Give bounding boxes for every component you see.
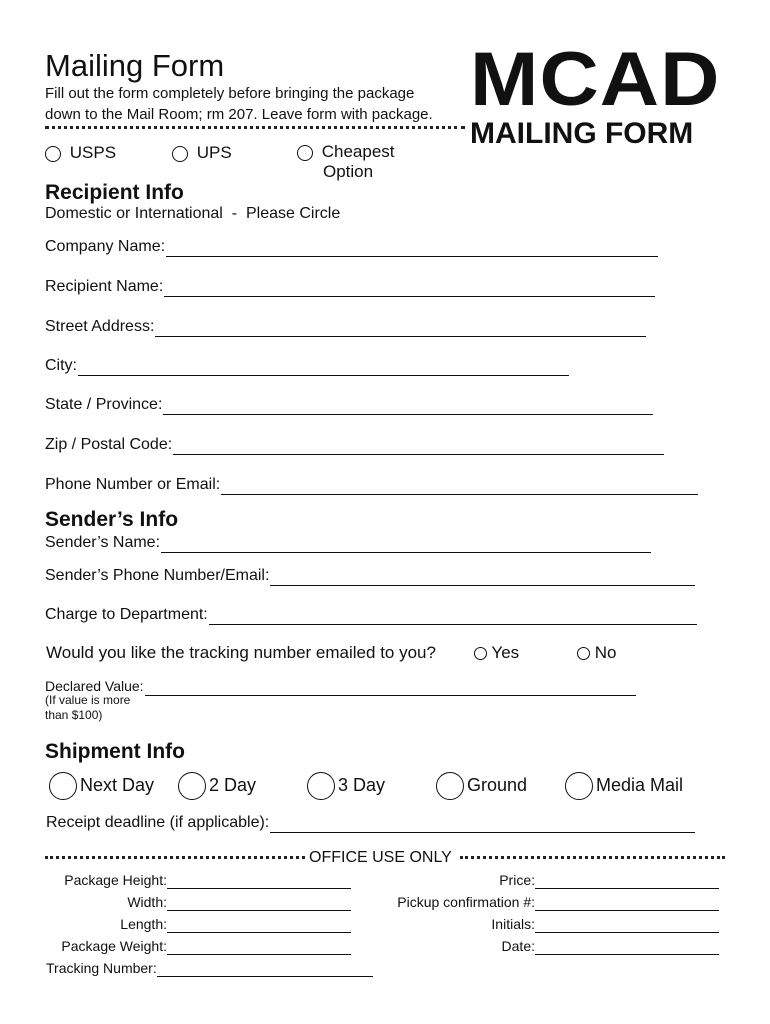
price-field[interactable]: Price:	[360, 871, 719, 889]
sender-name-field[interactable]: Sender’s Name:	[45, 533, 651, 553]
radio-circle-icon[interactable]	[49, 772, 77, 800]
length-field[interactable]: Length:	[40, 915, 351, 933]
shipment-option-ground[interactable]: Ground	[436, 772, 527, 800]
instructions: Fill out the form completely before bringing the package down to the Mail Room; rm 207. Leave form with package.	[45, 85, 433, 123]
street-address-field[interactable]: Street Address:	[45, 317, 646, 337]
carrier-option-usps[interactable]: USPS	[45, 143, 116, 163]
recipient-note: Domestic or International - Please Circle	[45, 205, 341, 222]
recipient-name-field[interactable]: Recipient Name:	[45, 277, 655, 297]
radio-circle-icon[interactable]	[565, 772, 593, 800]
page-title: Mailing Form	[45, 48, 225, 83]
office-divider-left	[45, 856, 310, 859]
charge-department-field[interactable]: Charge to Department:	[45, 605, 697, 625]
city-field[interactable]: City:	[45, 356, 569, 376]
pickup-confirmation-field[interactable]: Pickup confirmation #:	[360, 893, 719, 911]
width-field[interactable]: Width:	[40, 893, 351, 911]
radio-circle-icon[interactable]	[577, 647, 590, 660]
radio-circle-icon[interactable]	[172, 146, 188, 162]
radio-circle-icon[interactable]	[178, 772, 206, 800]
logo-main-text: MCAD	[470, 37, 721, 122]
office-use-heading: OFFICE USE ONLY	[309, 849, 452, 866]
shipment-option-3-day[interactable]: 3 Day	[307, 772, 385, 800]
tracking-yes-option[interactable]: Yes	[474, 643, 519, 663]
phone-email-field[interactable]: Phone Number or Email:	[45, 475, 698, 495]
tracking-no-option[interactable]: No	[577, 643, 616, 663]
logo-sub-text: MAILING FORM	[470, 117, 694, 150]
shipment-option-2-day[interactable]: 2 Day	[178, 772, 256, 800]
shipment-option-next-day[interactable]: Next Day	[49, 772, 154, 800]
carrier-option-cheapest[interactable]: Cheapest Option	[297, 142, 395, 182]
mcad-logo	[470, 37, 730, 150]
shipment-heading: Shipment Info	[45, 740, 185, 763]
tracking-question: Would you like the tracking number emailed to you?	[46, 643, 436, 662]
zip-postal-code-field[interactable]: Zip / Postal Code:	[45, 435, 664, 455]
sender-phone-email-field[interactable]: Sender’s Phone Number/Email:	[45, 566, 695, 586]
radio-circle-icon[interactable]	[45, 146, 61, 162]
state-province-field[interactable]: State / Province:	[45, 395, 653, 415]
date-field[interactable]: Date:	[360, 937, 719, 955]
radio-circle-icon[interactable]	[297, 145, 313, 161]
receipt-deadline-field[interactable]: Receipt deadline (if applicable):	[46, 813, 695, 833]
tracking-number-field[interactable]: Tracking Number:	[46, 959, 373, 977]
sender-heading: Sender’s Info	[45, 508, 179, 531]
radio-circle-icon[interactable]	[474, 647, 487, 660]
package-weight-field[interactable]: Package Weight:	[40, 937, 351, 955]
declared-value-field[interactable]: Declared Value:	[45, 676, 636, 696]
shipment-option-media-mail[interactable]: Media Mail	[565, 772, 683, 800]
carrier-option-ups[interactable]: UPS	[172, 143, 232, 163]
package-height-field[interactable]: Package Height:	[40, 871, 351, 889]
initials-field[interactable]: Initials:	[360, 915, 719, 933]
recipient-heading: Recipient Info	[45, 181, 184, 204]
company-name-field[interactable]: Company Name:	[45, 237, 658, 257]
declared-value-note: (If value is more than $100)	[45, 693, 131, 722]
office-divider-right	[460, 856, 725, 859]
radio-circle-icon[interactable]	[436, 772, 464, 800]
radio-circle-icon[interactable]	[307, 772, 335, 800]
header-divider	[45, 126, 465, 129]
